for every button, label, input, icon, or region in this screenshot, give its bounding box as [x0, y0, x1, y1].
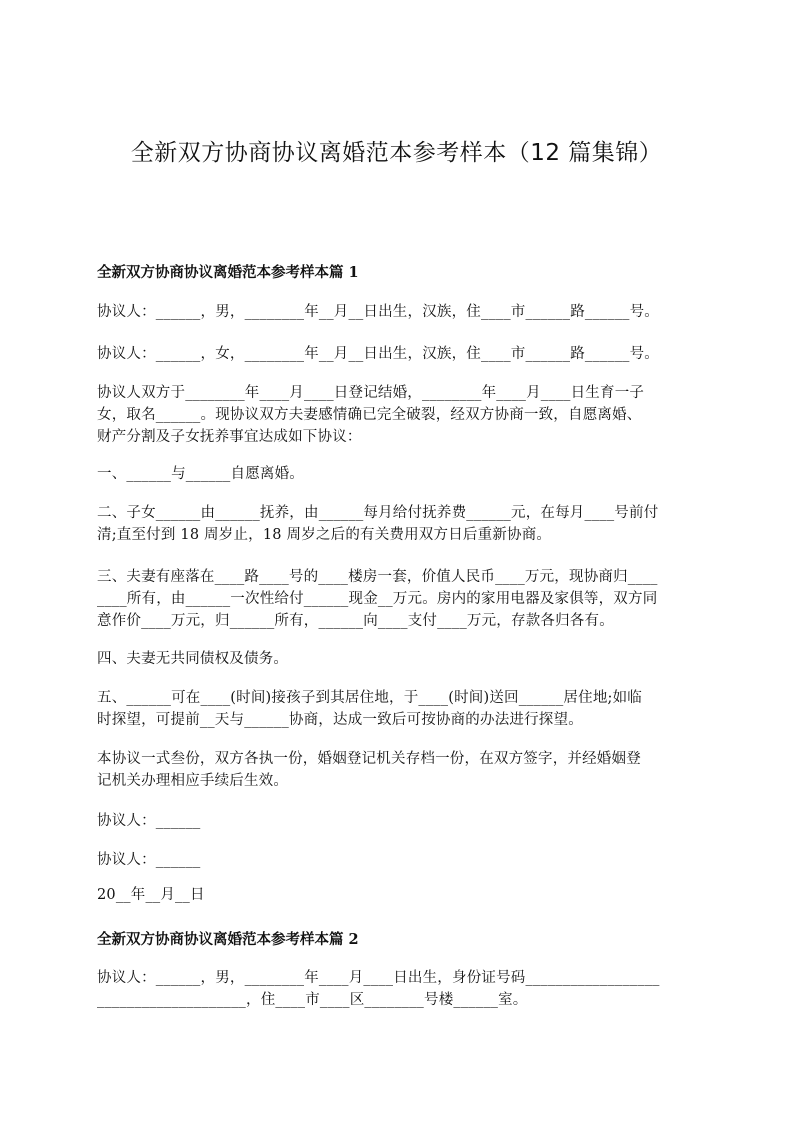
clause-1 [97, 463, 707, 485]
paragraph-party-male [97, 301, 707, 323]
clause-3 [97, 566, 707, 632]
paragraph-party-male-2 [97, 967, 707, 1011]
text-line: 四、夫妻无共同债权及债务。 [97, 651, 289, 667]
text-line: ____所有，由______一次性给付______现金__万元。房内的家用电器及家俱等，双方同 [97, 591, 658, 607]
text-line: 协议人：______ [97, 813, 201, 829]
closing-clause [97, 748, 707, 792]
text-line: 二、子女______由______抚养，由______每月给付抚养费______元，在每月____号前付 [97, 505, 659, 521]
section-heading-2: 全新双方协商协议离婚范本参考样本篇 2 [97, 931, 359, 948]
text-line: 时探望，可提前__天与______协商，达成一致后可按协商的办法进行探望。 [97, 712, 583, 728]
clause-5 [97, 687, 707, 731]
clause-4 [97, 648, 707, 670]
text-line: 协议人：______ [97, 852, 201, 868]
text-line: 清;直至付到 18 周岁止，18 周岁之后的有关费用双方日后重新协商。 [97, 527, 552, 543]
signature-line-2 [97, 849, 707, 871]
text-line: 协议人：______，男，________年__月__日出生，汉族，住____市______路______号。 [97, 304, 659, 320]
text-line: 女，取名______。现协议双方夫妻感情确已完全破裂，经双方协商一致，自愿离婚、 [97, 407, 642, 423]
text-line: 记机关办理相应手续后生效。 [97, 773, 289, 789]
paragraph-party-female [97, 343, 707, 365]
paragraph-marriage-info [97, 382, 707, 448]
document-title: 全新双方协商协议离婚范本参考样本（12 篇集锦） [130, 140, 663, 166]
text-line: 协议人：______，男，________年____月____日出生，身份证号码__________________ [97, 970, 660, 986]
text-line: 本协议一式叁份，双方各执一份，婚姻登记机关存档一份，在双方签字，并经婚姻登 [97, 751, 641, 767]
text-line: ____________________，住____市____区________号楼______室。 [97, 992, 528, 1008]
section-heading-1: 全新双方协商协议离婚范本参考样本篇 1 [97, 264, 359, 281]
date-line [97, 884, 707, 906]
text-line: 20__年__月__日 [97, 887, 205, 903]
text-line: 一、______与______自愿离婚。 [97, 466, 304, 482]
text-line: 五、______可在____(时间)接孩子到其居住地，于____(时间)送回______居住地;如临 [97, 690, 643, 706]
text-line: 三、夫妻有座落在____路____号的____楼房一套，价值人民币____万元，现协商归____ [97, 569, 658, 585]
clause-2 [97, 502, 707, 546]
text-line: 意作价____万元，归______所有，______向____支付____万元，存款各归各有。 [97, 613, 614, 629]
text-line: 协议人双方于________年____月____日登记结婚，________年____月____日生育一子 [97, 385, 645, 401]
text-line: 协议人：______，女，________年__月__日出生，汉族，住____市______路______号。 [97, 346, 659, 362]
signature-line-1 [97, 810, 707, 832]
text-line: 财产分割及子女抚养事宜达成如下协议： [97, 429, 362, 445]
